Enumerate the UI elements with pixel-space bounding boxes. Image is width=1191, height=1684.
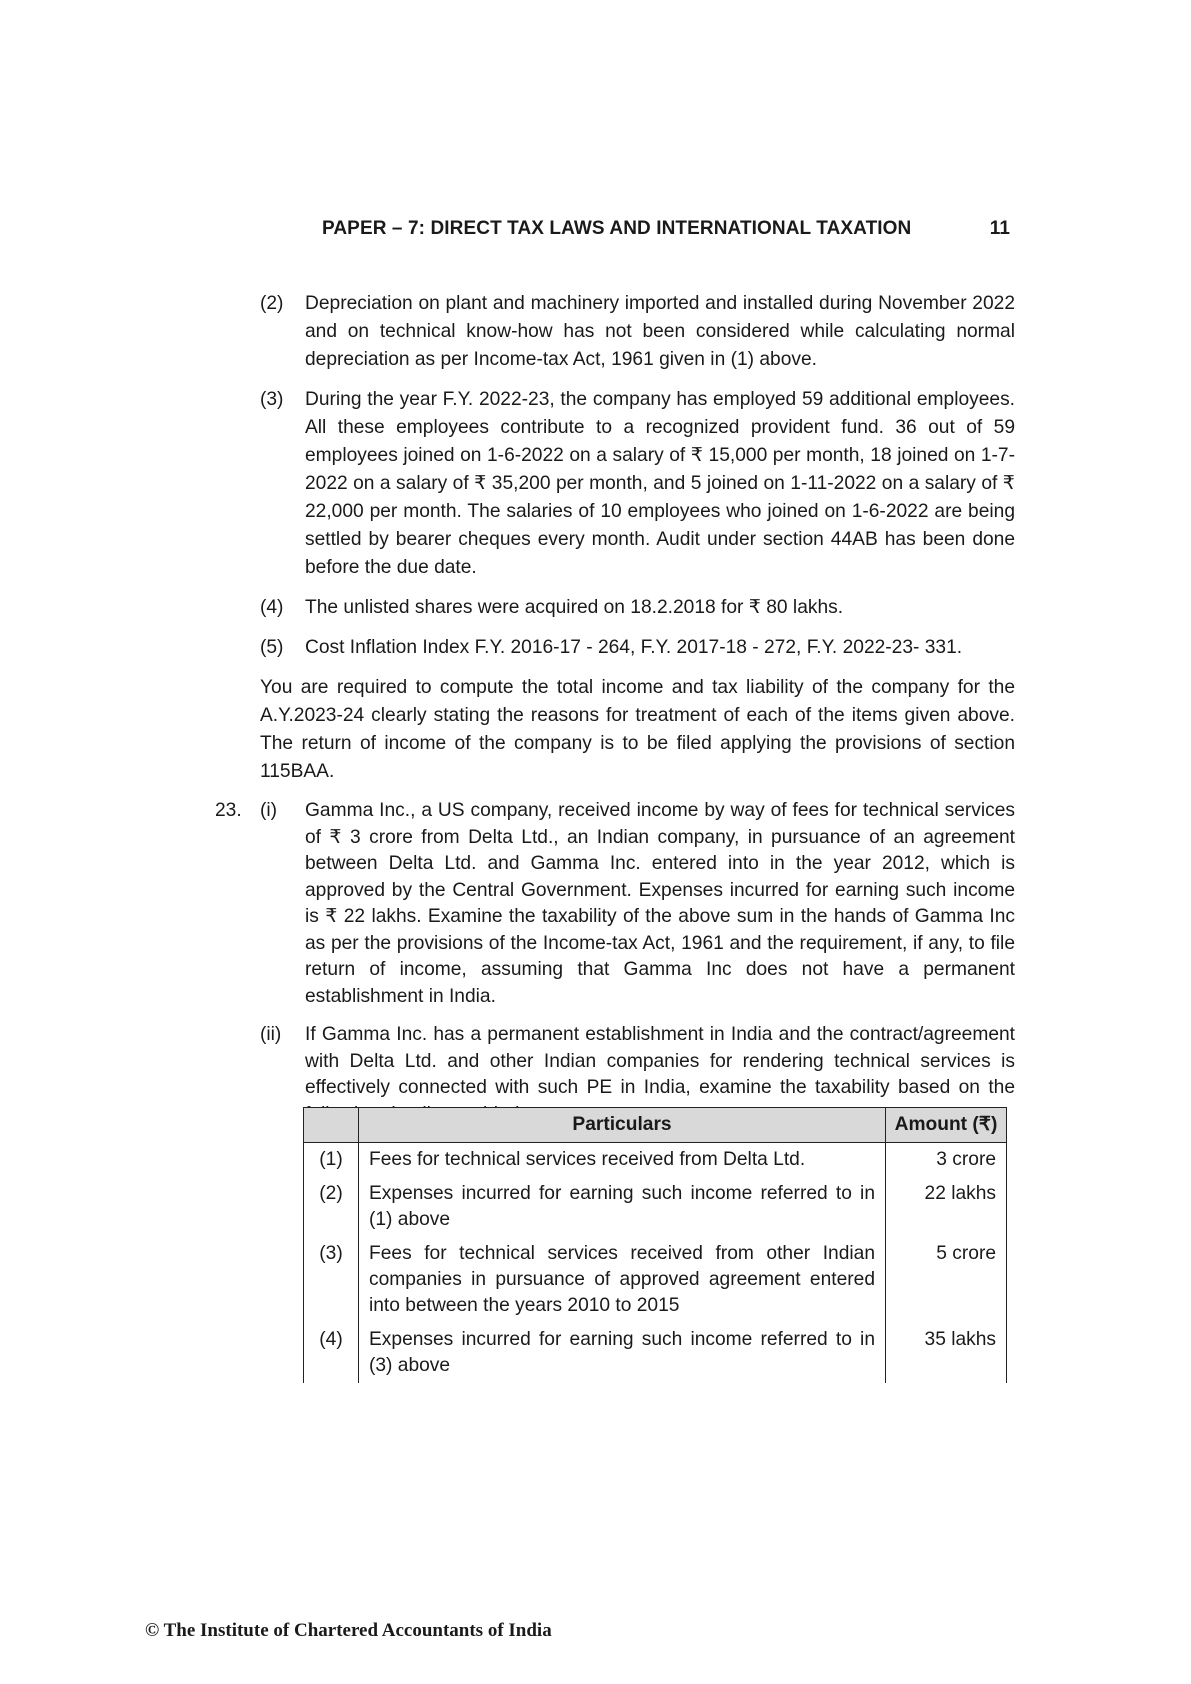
- table-header-row: [304, 1108, 1007, 1143]
- page-body: [215, 290, 1015, 1140]
- question-part-label: (i): [260, 800, 278, 821]
- table-header-num: [304, 1108, 359, 1143]
- row-number: (1): [304, 1143, 359, 1178]
- page-number: 11: [989, 218, 1010, 239]
- list-item: [215, 290, 1015, 374]
- item-number: (2): [260, 293, 284, 314]
- question-number: 23.: [215, 800, 242, 821]
- row-number: (2): [304, 1177, 359, 1237]
- item-number: (5): [260, 637, 284, 658]
- row-particulars: Fees for technical services received from Delta Ltd.: [359, 1143, 886, 1178]
- question-part-text: Gamma Inc., a US company, received income by way of fees for technical services of ₹ 3 crore from Delta Ltd., an Indian company, in pursuance of an agreement between Delta Ltd. and Gamma Inc. entered into in the year 2012, which is approved by the Central Government. Expenses incurred for earning such income is ₹ 22 lakhs. Examine the taxability of the above sum in the hands of Gamma Inc as per the provisions of the Income-tax Act, 1961 and the requirement, if any, to file return of income, assuming that Gamma Inc does not have a permanent establishment in India.: [305, 800, 1015, 1007]
- instruction-paragraph: You are required to compute the total income and tax liability of the company for the A.Y.2023-24 clearly stating the reasons for treatment of each of the items given above. The return of income of the company is to be filed applying the provisions of section 115BAA.: [260, 677, 1015, 782]
- question-part-label: (ii): [260, 1024, 282, 1045]
- item-text: The unlisted shares were acquired on 18.2.2018 for ₹ 80 lakhs.: [305, 597, 844, 618]
- list-item: [215, 386, 1015, 582]
- table-header-particulars: Particulars: [359, 1108, 886, 1143]
- page-header: [322, 218, 1017, 246]
- question-part-text: If Gamma Inc. has a permanent establishment in India and the contract/agreement with Delta Ltd. and other Indian companies for rendering technical services is effectively connected with such PE in India, examine the taxability based on the: [305, 1024, 1015, 1098]
- list-item: [215, 594, 1015, 622]
- row-amount: 22 lakhs: [886, 1177, 1007, 1237]
- question-part: [215, 798, 1015, 1010]
- list-item: [215, 634, 1015, 662]
- copyright-footer: © The Institute of Chartered Accountants of India: [145, 1620, 552, 1641]
- row-number: (4): [304, 1323, 359, 1383]
- table-row: [304, 1237, 1007, 1323]
- row-particulars: Fees for technical services received from other Indian companies in pursuance of approved agreement entered into between the years 2010 to 2015: [359, 1237, 886, 1323]
- row-particulars: Expenses incurred for earning such income referred to in (3) above: [359, 1323, 886, 1383]
- table-row: [304, 1143, 1007, 1178]
- paper-title: PAPER – 7: DIRECT TAX LAWS AND INTERNATIONAL TAXATION: [322, 218, 912, 239]
- item-text: During the year F.Y. 2022-23, the company has employed 59 additional employees. All these employees contribute to a recognized provident fund. 36 out of 59 employees joined on 1-6-2022 on a salary of ₹ 15,000 per month, 18 joined on 1-7-2022 on a salary of ₹ 35,200 per month, and 5 joined on 1-11-2022 on a salary of ₹ 22,000 per month. The salaries of 10 employees who joined on 1-6-2022 are being settled by bearer cheques every month. Audit under section 44AB has been done before the due date.: [305, 389, 1015, 578]
- row-number: (3): [304, 1237, 359, 1323]
- table-row: [304, 1323, 1007, 1383]
- details-table: [303, 1107, 1007, 1383]
- item-text: Cost Inflation Index F.Y. 2016-17 - 264, F.Y. 2017-18 - 272, F.Y. 2022-23- 331.: [305, 637, 963, 658]
- item-text: Depreciation on plant and machinery imported and installed during November 2022 and on technical know-how has not been considered while calculating normal depreciation as per Income-tax Act, 1961 given in (1) above.: [305, 293, 1015, 370]
- table-header-amount: Amount (₹): [886, 1108, 1007, 1143]
- item-number: (4): [260, 597, 284, 618]
- table-row: [304, 1177, 1007, 1237]
- row-amount: 5 crore: [886, 1237, 1007, 1323]
- row-amount: 35 lakhs: [886, 1323, 1007, 1383]
- row-particulars: Expenses incurred for earning such income referred to in (1) above: [359, 1177, 886, 1237]
- row-amount: 3 crore: [886, 1143, 1007, 1178]
- item-number: (3): [260, 389, 284, 410]
